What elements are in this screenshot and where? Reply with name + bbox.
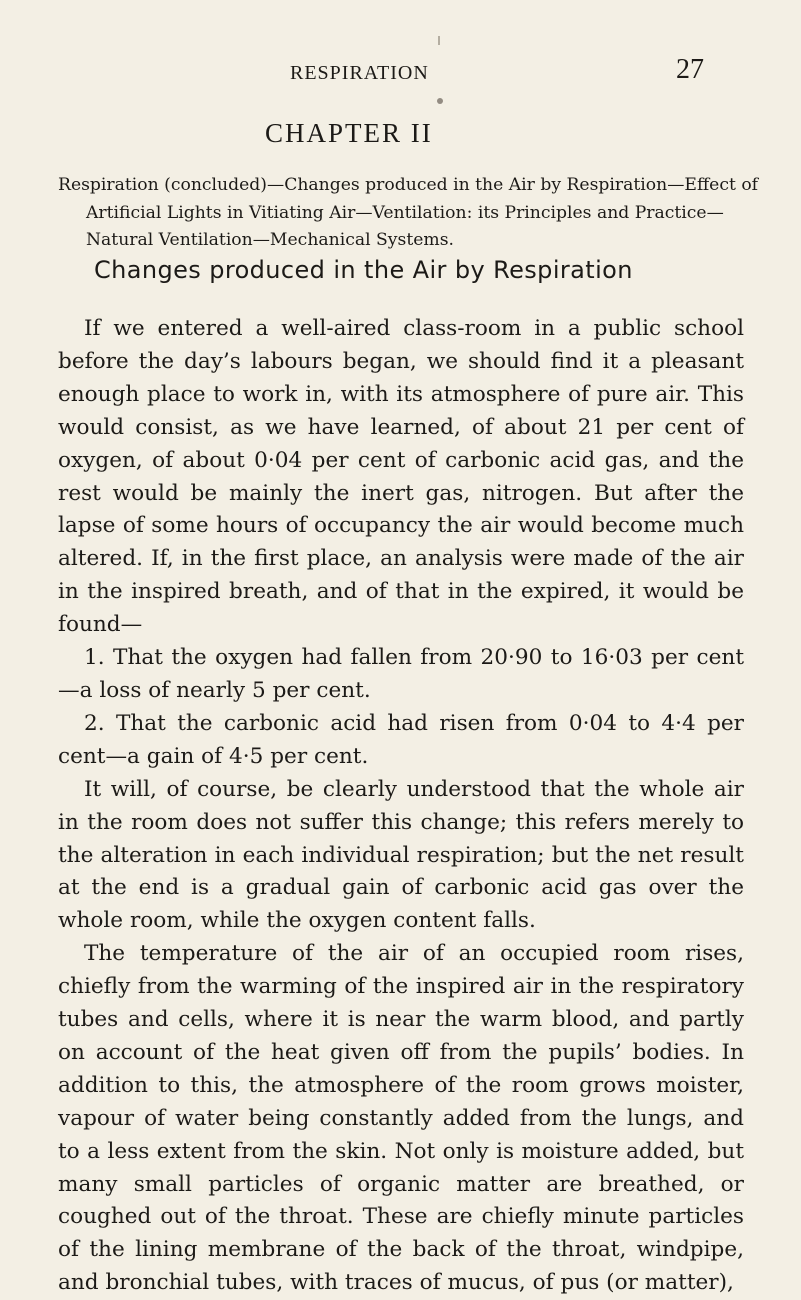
- chapter-title: CHAPTER II: [265, 118, 433, 148]
- running-head: RESPIRATION: [290, 62, 429, 84]
- section-heading: Changes produced in the Air by Respiration: [94, 256, 633, 284]
- page-number: 27: [676, 54, 704, 85]
- paragraph: It will, of course, be clearly understood that the whole air in the room does not suffer this change; this refers merely to the alteration in each individual respiration; but the net result at the end is a gradual gain of carbonic acid gas over the whole room, while the oxygen content falls.: [58, 776, 744, 934]
- paragraph: The temperature of the air of an occupied room rises, chiefly from the warming of the inspired air in the respiratory tubes and cells, where it is near the warm blood, and partly on account of the heat given off from the pupils’ bodies. In addition to this, the atmosphere of the room grows moister, vapour of water being constantly added from the lungs, and to a less extent from the skin. Not only is moisture added, but many small particles of organic matter are breathed, or coughed out of the throat. These are chiefly minute particles of the lining membrane of the back of the throat, windpipe, and bronchial tubes, with traces of mucus, of pus (or matter),: [58, 941, 744, 1296]
- print-mark: [438, 36, 440, 45]
- body-text: [58, 313, 744, 1300]
- paragraph: 2. That the carbonic acid had risen from 0·04 to 4·4 per cent—a gain of 4·5 per cent.: [58, 710, 744, 769]
- paragraph: If we entered a well-aired class-room in a public school before the day’s labours began, we should find it a pleasant enough place to work in, with its atmosphere of pure air. This would consist, as we have learned, of about 21 per cent of oxygen, of about 0·04 per cent of carbonic acid gas, and the rest would be mainly the inert gas, nitrogen. But after the lapse of some hours of occupancy the air would become much altered. If, in the first place, an analysis were made of the air in the inspired breath, and of that in the expired, it would be found—: [58, 316, 744, 638]
- print-mark: [437, 98, 443, 104]
- chapter-summary: Respiration (concluded)—Changes produced in the Air by Respiration—Effect of Artificial Lights in Vitiating Air—Ventilation: its Principles and Practice—Natural Ventilation—Mechanical Systems.: [58, 175, 759, 250]
- paragraph: 1. That the oxygen had fallen from 20·90 to 16·03 per cent—a loss of nearly 5 per cent.: [58, 645, 744, 703]
